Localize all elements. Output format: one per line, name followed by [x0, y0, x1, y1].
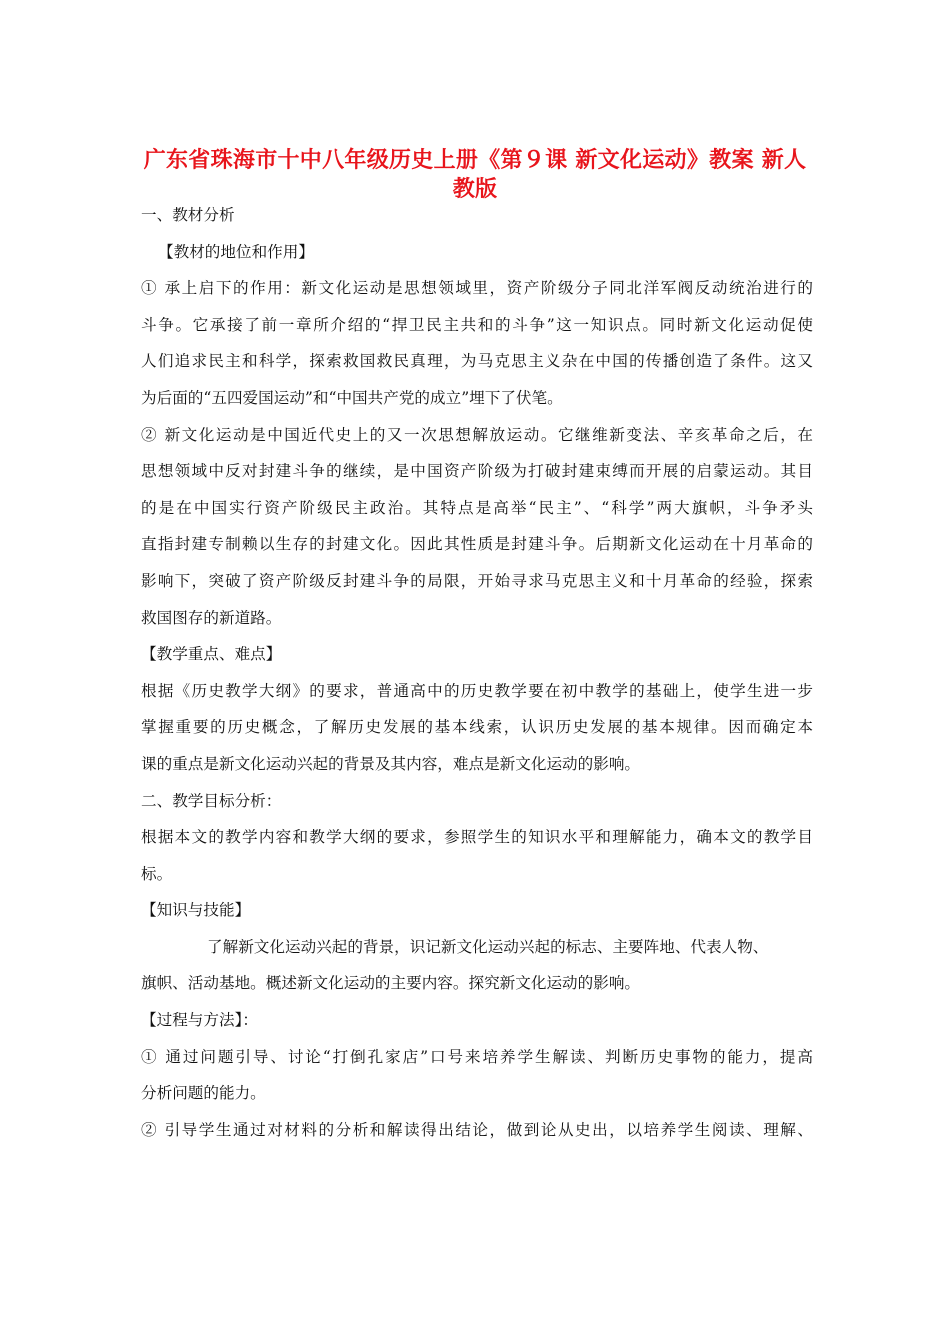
- paragraph-line: 救国图存的新道路。: [141, 608, 282, 627]
- paragraph-line: 课的重点是新文化运动兴起的背景及其内容，难点是新文化运动的影响。: [141, 754, 641, 773]
- paragraph-line: 斗争。它承接了前一章所介绍的“捍卫民主共和的斗争”这一知识点。同时新文化运动促使: [141, 315, 813, 334]
- paragraph-line: 根据本文的教学内容和教学大纲的要求，参照学生的知识水平和理解能力，确本文的教学目: [141, 828, 813, 847]
- paragraph-line: ② 引导学生通过对材料的分析和解读得出结论，做到论从史出，以培养学生阅读、理解、: [141, 1120, 813, 1139]
- section-heading: 一、教材分析: [141, 206, 235, 224]
- paragraph-line: 掌握重要的历史概念，了解历史发展的基本线索，认识历史发展的基本规律。因而确定本: [141, 718, 813, 737]
- paragraph-line: 根据《历史教学大纲》的要求，普通高中的历史教学要在初中教学的基础上，使学生进一步: [141, 681, 813, 700]
- title-line-1: 广东省珠海市十中八年级历史上册《第９课 新文化运动》教案 新人: [143, 148, 807, 173]
- paragraph-line: 直指封建专制赖以生存的封建文化。因此其性质是封建斗争。后期新文化运动在十月革命的: [141, 535, 813, 554]
- paragraph-line: 分析问题的能力。: [141, 1084, 266, 1103]
- paragraph-line: 为后面的“五四爱国运动”和“中国共产党的成立”埋下了伏笔。: [141, 388, 563, 407]
- paragraph-line: 了解新文化运动兴起的背景，识记新文化运动兴起的标志、主要阵地、代表人物、: [207, 937, 769, 956]
- paragraph-line: 思想领域中反对封建斗争的继续，是中国资产阶级为打破封建束缚而开展的启蒙运动。其目: [141, 462, 813, 481]
- paragraph-line: 标。: [141, 864, 173, 883]
- document-body: [141, 197, 813, 1148]
- paragraph-line: 的是在中国实行资产阶级民主政治。其特点是高举“民主”、“科学”两大旗帜，斗争矛头: [141, 498, 813, 517]
- title-line-2: 教版: [452, 177, 498, 202]
- document-title: [130, 146, 820, 204]
- subsection-heading: 【教学重点、难点】: [141, 645, 282, 664]
- paragraph-line: 旗帜、活动基地。概述新文化运动的主要内容。探究新文化运动的影响。: [141, 974, 641, 993]
- section-heading: 二、教学目标分析：: [141, 791, 282, 810]
- paragraph-line: 人们追求民主和科学，探索救国救民真理，为马克思主义杂在中国的传播创造了条件。这又: [141, 352, 813, 371]
- paragraph-line: ① 通过问题引导、讨论“打倒孔家店”口号来培养学生解读、判断历史事物的能力，提高: [141, 1047, 813, 1066]
- paragraph-line: ① 承上启下的作用：新文化运动是思想领域里，资产阶级分子同北洋军阀反动统治进行的: [141, 279, 813, 298]
- subsection-heading: 【知识与技能】: [141, 901, 251, 920]
- paragraph-line: ② 新文化运动是中国近代史上的又一次思想解放运动。它继维新变法、辛亥革命之后，在: [141, 425, 813, 444]
- paragraph-line: 影响下，突破了资产阶级反封建斗争的局限，开始寻求马克思主义和十月革命的经验，探索: [141, 571, 813, 590]
- subsection-heading: 【过程与方法】：: [141, 1011, 258, 1030]
- subsection-heading: 【教材的地位和作用】: [158, 242, 314, 261]
